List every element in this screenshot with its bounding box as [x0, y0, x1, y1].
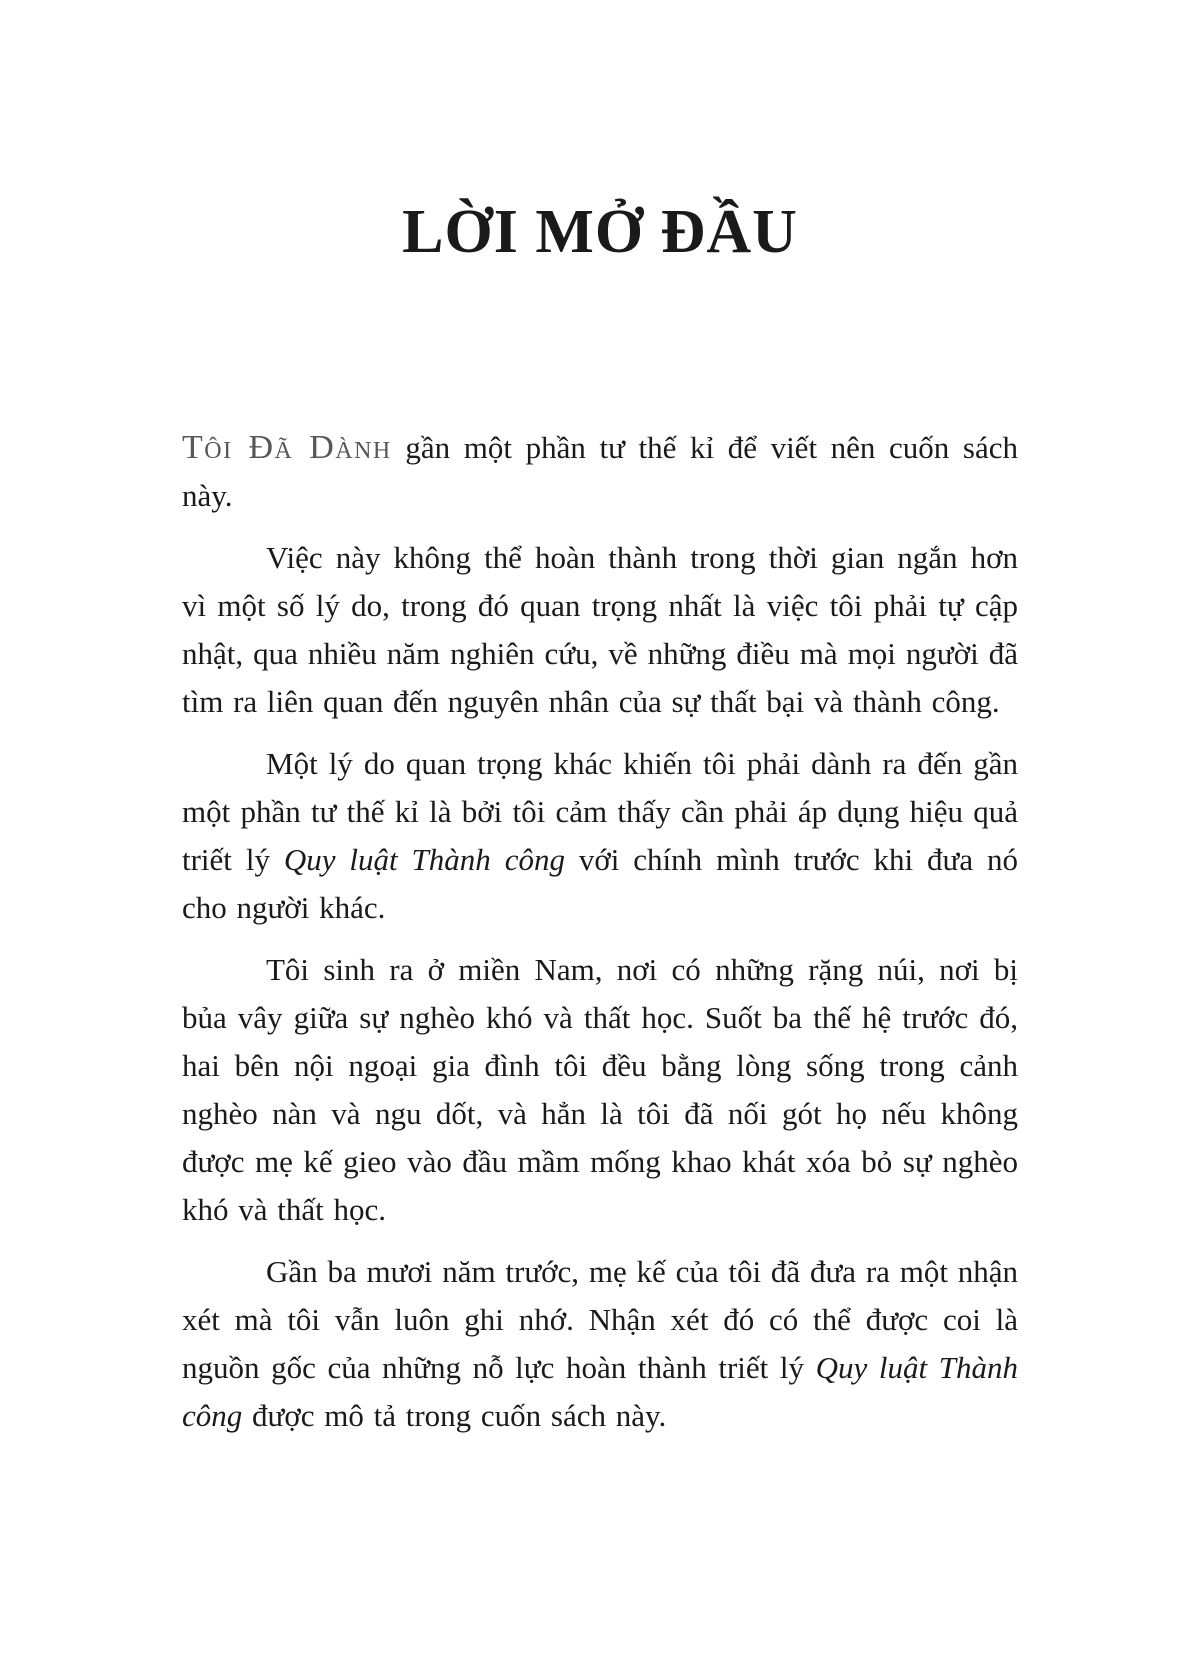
paragraph: [182, 534, 1018, 726]
text-run: Gần ba mươi năm trước, mẹ kế của tôi đã đưa ra một nhận xét mà tôi vẫn luôn ghi nhớ. Nhận xét đó có thể được coi là nguồn gốc của những nỗ lực hoàn thành triết lý: [182, 1254, 1018, 1385]
text-run: Việc này không thể hoàn thành trong thời gian ngắn hơn vì một số lý do, trong đó quan trọng nhất là việc tôi phải tự cập nhật, qua nhiều năm nghiên cứu, về những điều mà mọi người đã tìm ra liên quan đến nguyên nhân của sự thất bại và thành công.: [182, 540, 1018, 719]
paragraph: [182, 946, 1018, 1234]
chapter-title: LỜI MỞ ĐẦU: [402, 198, 798, 266]
text-run: với chính mình trước khi đưa nó cho người khác.: [182, 842, 1018, 925]
paragraph: [182, 1248, 1018, 1440]
paragraph: [182, 740, 1018, 932]
italic-book-title: Quy luật Thành công: [182, 1350, 1018, 1433]
text-run: gần một phần tư thế kỉ để viết nên cuốn sách này.: [182, 430, 1018, 513]
body-text: [182, 424, 1018, 1454]
italic-book-title: Quy luật Thành công: [283, 842, 565, 877]
lead-in-text: Tôi Đã Dành: [182, 429, 392, 466]
paragraph: [182, 424, 1018, 520]
text-run: được mô tả trong cuốn sách này.: [242, 1398, 667, 1433]
text-run: Tôi sinh ra ở miền Nam, nơi có những rặng núi, nơi bị bủa vây giữa sự nghèo khó và thất học. Suốt ba thế hệ trước đó, hai bên nội ngoại gia đình tôi đều bằng lòng sống trong cảnh nghèo nàn và ngu dốt, và hẳn là tôi đã nối gót họ nếu không được mẹ kế gieo vào đầu mầm mống khao khát xóa bỏ sự nghèo khó và thất học.: [182, 952, 1018, 1227]
text-run: Một lý do quan trọng khác khiến tôi phải dành ra đến gần một phần tư thế kỉ là bởi tôi cảm thấy cần phải áp dụng hiệu quả triết lý: [182, 746, 1018, 877]
